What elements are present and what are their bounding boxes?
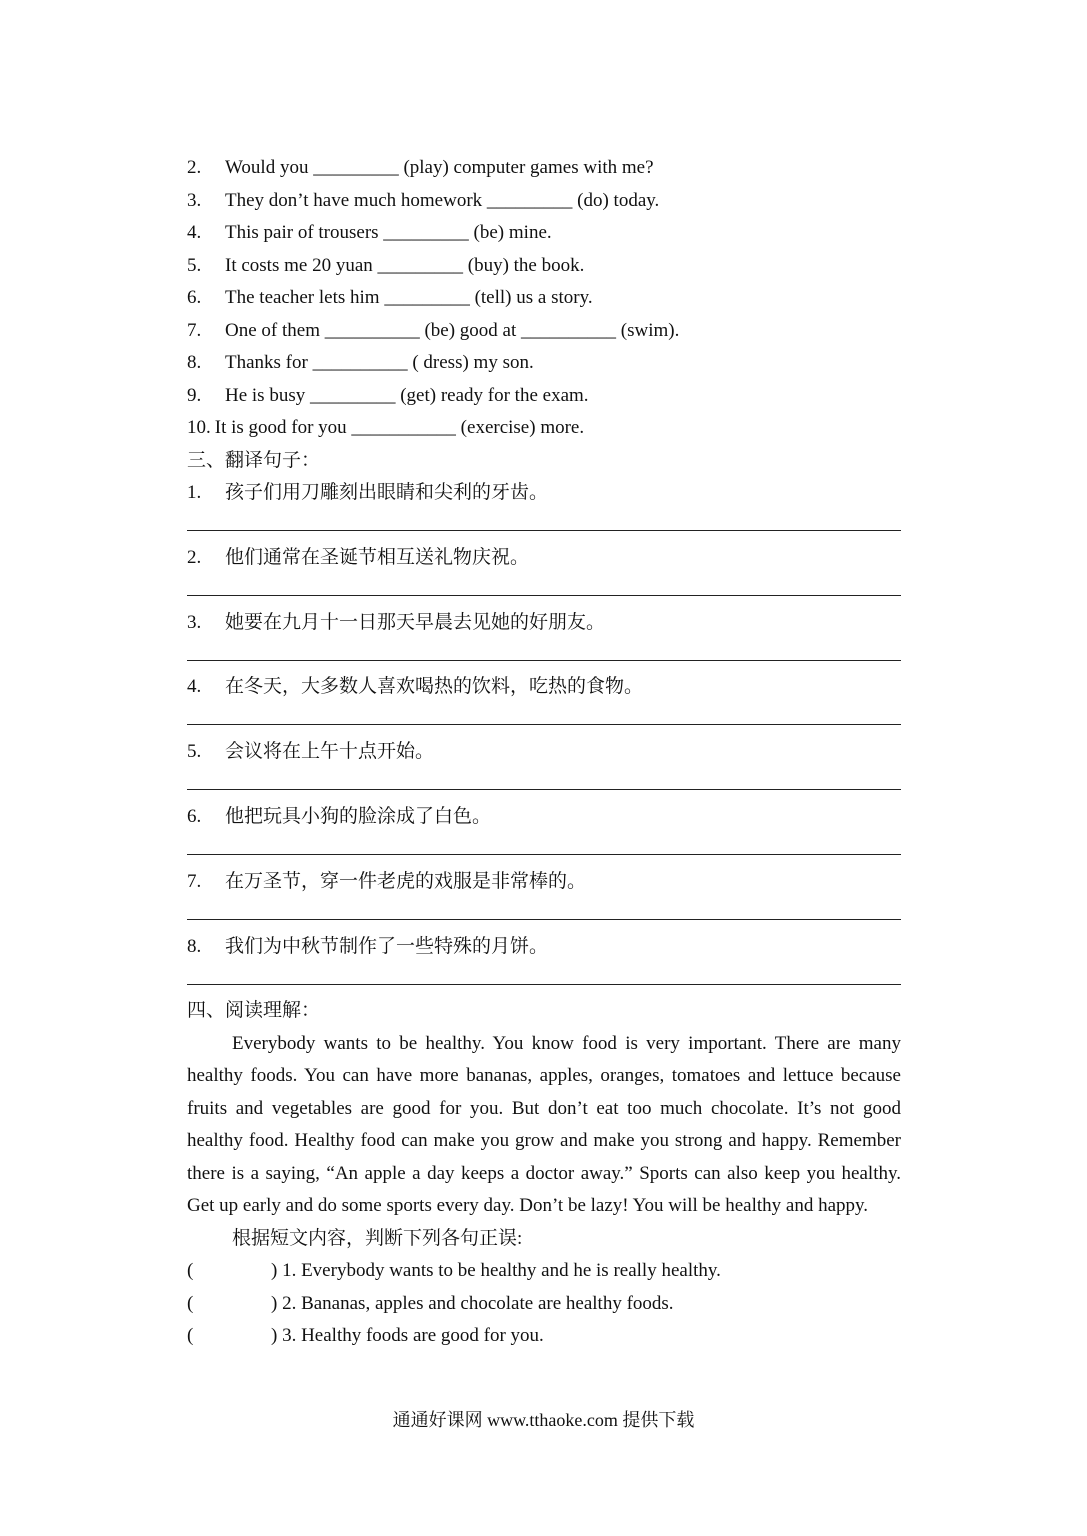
item-number: 3. <box>187 611 202 633</box>
translation-item <box>187 736 901 801</box>
exercise-item <box>187 217 901 250</box>
item-text: This pair of trousers _________ (be) mine. <box>225 222 552 243</box>
translation-item <box>187 671 901 736</box>
item-number: 9. <box>187 384 202 406</box>
page-footer: 通通好课网 www.tthaoke.com 提供下载 <box>392 1410 695 1430</box>
item-text: One of them __________ (be) good at __________ (swim). <box>225 319 680 341</box>
answer-line[interactable] <box>187 919 901 920</box>
answer-bracket[interactable]: ( <box>187 1292 194 1314</box>
translation-item <box>187 931 901 996</box>
item-number: 3. <box>187 189 202 211</box>
item-number: 4. <box>187 222 202 243</box>
item-text: It is good for you ___________ (exercise) more. <box>214 417 585 438</box>
item-number: 5. <box>187 741 202 763</box>
instruction-text: 根据短文内容，判断下列各句正误: <box>232 1227 523 1249</box>
exercise-item <box>187 282 901 315</box>
item-text: 我们为中秋节制作了一些特殊的月饼。 <box>225 935 549 957</box>
answer-line[interactable] <box>187 530 901 531</box>
section-heading: 三、翻译句子： <box>187 449 321 471</box>
item-text: 会议将在上午十点开始。 <box>225 741 435 763</box>
answer-line[interactable] <box>187 789 901 790</box>
item-number: 6. <box>187 805 202 827</box>
translation-item <box>187 542 901 607</box>
answer-line[interactable] <box>187 724 901 725</box>
item-text: 他把玩具小狗的脸涂成了白色。 <box>225 805 492 827</box>
worksheet-page <box>187 152 901 1353</box>
item-text: He is busy _________ (get) ready for the exam. <box>225 384 589 406</box>
item-text: They don’t have much homework _________ (do) today. <box>225 189 660 211</box>
item-text: Would you _________ (play) computer games with me? <box>225 157 654 178</box>
item-text: 她要在九月十一日那天早晨去见她的好朋友。 <box>225 611 606 633</box>
item-text: The teacher lets him _________ (tell) us a story. <box>225 287 593 308</box>
answer-line[interactable] <box>187 854 901 855</box>
question-text: ) 3. Healthy foods are good for you. <box>271 1325 544 1347</box>
item-number: 5. <box>187 254 202 276</box>
item-number: 7. <box>187 319 202 341</box>
reading-section <box>187 995 901 1353</box>
item-text: 在冬天，大多数人喜欢喝热的饮料，吃热的食物。 <box>225 676 644 698</box>
answer-bracket[interactable]: ( <box>187 1325 194 1347</box>
exercise-item <box>187 380 901 413</box>
item-number: 7. <box>187 870 202 892</box>
translation-section <box>187 445 901 996</box>
item-text: 孩子们用刀雕刻出眼睛和尖利的牙齿。 <box>225 482 549 503</box>
item-number: 1. <box>187 482 202 503</box>
exercise-item <box>187 250 901 283</box>
question-text: ) 2. Bananas, apples and chocolate are healthy foods. <box>271 1292 674 1314</box>
answer-line[interactable] <box>187 984 901 985</box>
item-number: 2. <box>187 157 202 178</box>
question-text: ) 1. Everybody wants to be healthy and he is really healthy. <box>271 1260 721 1282</box>
translation-item <box>187 477 901 542</box>
exercise-item <box>187 185 901 218</box>
item-number: 2. <box>187 546 202 568</box>
translation-item <box>187 866 901 931</box>
exercise-item <box>187 152 901 185</box>
item-number: 10. <box>187 417 211 438</box>
translation-item <box>187 607 901 672</box>
fill-in-blank-section <box>187 152 901 445</box>
answer-bracket[interactable]: ( <box>187 1260 194 1282</box>
exercise-item <box>187 347 901 380</box>
exercise-item <box>187 315 901 348</box>
translation-item <box>187 801 901 866</box>
item-text: 在万圣节，穿一件老虎的戏服是非常棒的。 <box>225 870 587 892</box>
item-number: 6. <box>187 287 202 308</box>
item-number: 4. <box>187 676 202 698</box>
item-number: 8. <box>187 935 202 957</box>
item-number: 8. <box>187 352 202 373</box>
exercise-item <box>187 412 901 445</box>
reading-passage: Everybody wants to be healthy. You know food is very important. There are many healthy foods. You can have more bananas, apples, oranges, tomatoes and lettuce because fruits and vegetables are good for you. But don’t eat too much chocolate. It’s not good healthy food. Healthy food can make you grow and make you strong and happy. Remember there is a saying, “An apple a day keeps a doctor away.” Sports can also keep you healthy. Get up early and do some sports every day. Don’t be lazy! You will be healthy and happy. <box>187 1032 901 1217</box>
item-text: Thanks for __________ ( dress) my son. <box>225 352 534 373</box>
answer-line[interactable] <box>187 660 901 661</box>
item-text: 他们通常在圣诞节相互送礼物庆祝。 <box>225 546 530 568</box>
answer-line[interactable] <box>187 595 901 596</box>
true-false-question <box>187 1255 901 1288</box>
section-heading: 四、阅读理解： <box>187 1000 321 1022</box>
item-text: It costs me 20 yuan _________ (buy) the book. <box>225 254 585 276</box>
true-false-question <box>187 1288 901 1321</box>
true-false-question <box>187 1320 901 1353</box>
